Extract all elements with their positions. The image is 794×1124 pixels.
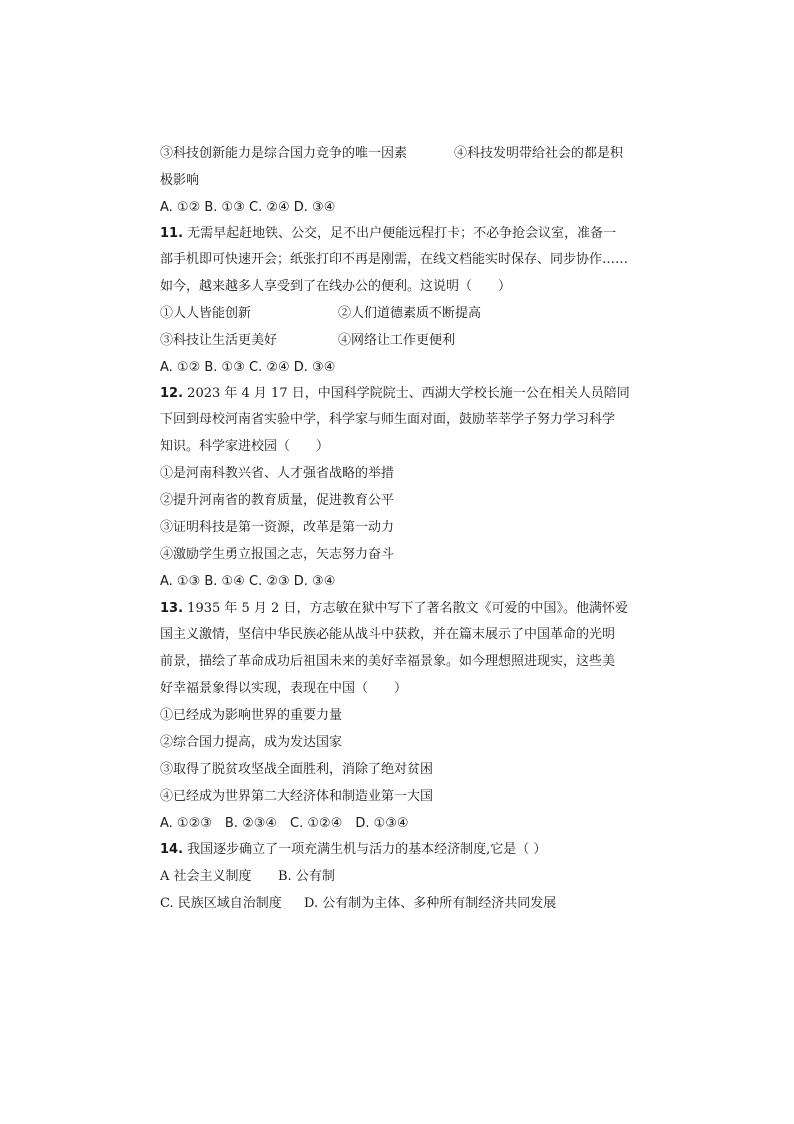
q14-option-a: A 社会主义制度 — [160, 869, 252, 884]
q13-option-2: ②综合国力提高，成为发达国家 — [160, 735, 343, 750]
q11-option-2: ②人们道德素质不断提高 — [338, 306, 482, 321]
q11-number: 11. — [160, 226, 184, 241]
q12-stem-line-3: 知识。科学家进校园（ ） — [160, 439, 330, 454]
q10-option-3: ③科技创新能力是综合国力竞争的唯一因素 — [160, 146, 408, 161]
q12-option-2: ②提升河南省的教育质量，促进教育公平 — [160, 493, 395, 508]
q13-stem-line-2: 国主义激情，坚信中华民族必能从战斗中获救，并在篇末展示了中国革命的光明 — [160, 627, 616, 642]
q13-option-3: ③取得了脱贫攻坚战全面胜利，消除了绝对贫困 — [160, 762, 434, 777]
q14-option-d: D. 公有制为主体、多种所有制经济共同发展 — [304, 896, 557, 911]
q11-option-3: ③科技让生活更美好 — [160, 333, 278, 348]
q13-option-4: ④已经成为世界第二大经济体和制造业第一大国 — [160, 789, 434, 804]
q12-number: 12. — [160, 386, 184, 401]
q13-answers: A. ①②③ B. ②③④ C. ①②④ D. ①③④ — [160, 816, 409, 831]
q11-options-row-1 — [160, 305, 482, 323]
q14-options-row-1 — [160, 868, 335, 886]
q14-options-row-2 — [160, 895, 557, 913]
q13-number: 13. — [160, 601, 184, 616]
q13-option-1: ①已经成为影响世界的重要力量 — [160, 708, 343, 723]
q12-option-4: ④激励学生勇立报国之志，矢志努力奋斗 — [160, 547, 395, 562]
q11-stem-line-3: 如今，越来越多人享受到了在线办公的便利。这说明（ ） — [160, 279, 512, 294]
q12-stem-line-1: 12. 2023 年 4 月 17 日，中国科学院院士、西湖大学校长施一公在相关人员陪同 — [160, 386, 630, 401]
q11-option-4: ④网络让工作更便利 — [338, 333, 456, 348]
q13-stem-line-4: 好幸福景象得以实现，表现在中国（ ） — [160, 681, 408, 696]
q10-option-3-4 — [160, 145, 624, 163]
q11-stem-line-2: 部手机即可快速开会；纸张打印不再是刚需，在线文档能实时保存、同步协作…… — [160, 252, 629, 267]
q10-option-4: ④科技发明带给社会的都是积 — [454, 146, 624, 161]
q11-option-1: ①人人皆能创新 — [160, 306, 252, 321]
q12-option-3: ③证明科技是第一资源，改革是第一动力 — [160, 520, 395, 535]
q10-option-4-cont: 极影响 — [160, 173, 200, 188]
q11-options-row-2 — [160, 332, 456, 350]
q14-option-b: B. 公有制 — [278, 869, 335, 884]
q13-stem-line-1: 13. 1935 年 5 月 2 日，方志敏在狱中写下了著名散文《可爱的中国》。他满怀爱 — [160, 601, 628, 616]
q12-answers: A. ①③ B. ①④ C. ②③ D. ③④ — [160, 574, 336, 589]
q14-option-c: C. 民族区域自治制度 — [160, 896, 282, 911]
q13-stem-line-3: 前景，描绘了革命成功后祖国未来的美好幸福景象。如今理想照进现实，这些美 — [160, 654, 616, 669]
q12-option-1: ①是河南科教兴省、人才强省战略的举措 — [160, 466, 395, 481]
q11-stem-line-1: 11. 无需早起赶地铁、公交，足不出户便能远程打卡；不必争抢会议室，准备一 — [160, 226, 617, 241]
q14-stem: 14. 我国逐步确立了一项充满生机与活力的基本经济制度,它是（ ） — [160, 842, 547, 857]
q10-answers: A. ①② B. ①③ C. ②④ D. ③④ — [160, 200, 336, 215]
q12-stem-line-2: 下回到母校河南省实验中学，科学家与师生面对面，鼓励莘莘学子努力学习科学 — [160, 412, 616, 427]
q14-number: 14. — [160, 842, 184, 857]
q11-answers: A. ①② B. ①③ C. ②④ D. ③④ — [160, 360, 336, 375]
